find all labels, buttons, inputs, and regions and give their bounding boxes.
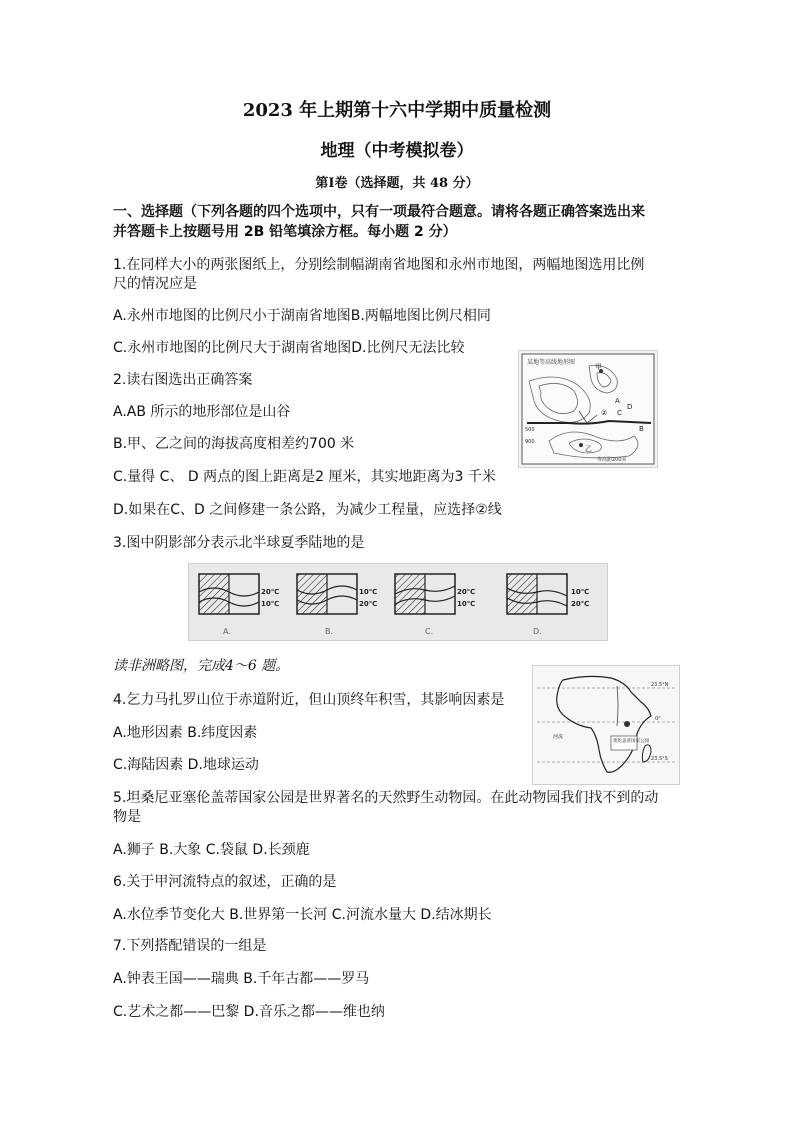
panel-c-top: 20℃ <box>457 588 476 596</box>
panel-a-letter: A. <box>223 627 231 636</box>
exam-title: 2023 年上期第十六中学期中质量检测 <box>242 100 552 121</box>
label-route-2: ② <box>601 409 608 417</box>
africa-map-svg <box>533 666 679 784</box>
q4-stem: 4.乞力马扎罗山位于赤道附近，但山顶终年积雪，其影响因素是 <box>113 692 505 708</box>
panel-d <box>507 574 589 636</box>
panel-b-bottom: 20℃ <box>359 600 378 608</box>
label-contour-interval: 等高距200米 <box>597 457 627 463</box>
label-c: C <box>617 409 622 417</box>
label-jia: 甲 <box>595 363 602 371</box>
label-500: 500 <box>525 427 535 433</box>
panel-a-top: 20℃ <box>261 588 280 596</box>
panel-a-bottom: 10℃ <box>261 600 280 608</box>
panel-d-bottom: 20℃ <box>571 600 590 608</box>
park-label: 塞伦盖蒂国家公园 <box>613 739 649 744</box>
section-instruction-line2: 并答题卡上按题号用 2B 铅笔填涂方框。每小题 2 分） <box>113 224 457 240</box>
panel-c <box>395 574 475 636</box>
label-d: D <box>627 403 633 411</box>
q5-stem-line2: 物是 <box>113 809 141 825</box>
tropic-south-label: 23.5°S <box>651 756 668 762</box>
contour-map-svg <box>519 351 657 467</box>
panel-b-top: 10℃ <box>359 588 378 596</box>
contour-map-title: 某地等高线地形图 <box>527 359 576 366</box>
q2-stem: 2.读右图选出正确答案 <box>113 372 253 388</box>
panel-a <box>199 574 279 636</box>
panel-b-letter: B. <box>325 627 334 636</box>
q1-stem-line2: 尺的情况应是 <box>113 276 197 292</box>
temperature-panels-svg <box>189 564 607 640</box>
q7-stem: 7.下列搭配错误的一组是 <box>113 938 267 954</box>
panel-d-letter: D. <box>533 627 542 636</box>
q7-options-ab: A.钟表王国——瑞典 B.千年古都——罗马 <box>113 971 370 987</box>
q2-option-b: B.甲、乙之间的海拔高度相差约700 米 <box>113 436 355 452</box>
label-900: 900 <box>525 439 535 445</box>
contour-map-figure <box>518 350 658 468</box>
panel-c-bottom: 10℃ <box>457 600 476 608</box>
panel-b <box>297 574 377 636</box>
temperature-panels-figure <box>188 563 608 641</box>
label-yi: 乙 <box>585 445 592 453</box>
q3-stem: 3.图中阴影部分表示北半球夏季陆地的是 <box>113 535 365 551</box>
equator-label: 0° <box>655 716 661 722</box>
q6-options: A.水位季节变化大 B.世界第一长河 C.河流水量大 D.结冰期长 <box>113 907 492 923</box>
q2-option-c: C.量得 C、 D 两点的图上距离是2 厘米，其实地距离为3 千米 <box>113 469 496 485</box>
q4-options-ab: A.地形因素 B.纬度因素 <box>113 725 258 741</box>
q1-stem-line1: 1.在同样大小的两张图纸上，分别绘制幅湖南省地图和永州市地图，两幅地图选用比例 <box>113 257 645 273</box>
part-heading: 第Ⅰ卷（选择题，共 48 分） <box>315 176 479 191</box>
exam-subtitle: 地理（中考模拟卷） <box>320 141 474 161</box>
label-a: A <box>615 397 620 405</box>
group-intro: 读非洲略图，完成4～6 题。 <box>113 658 290 674</box>
panel-d-top: 10℃ <box>571 588 590 596</box>
q5-options: A.狮子 B.大象 C.袋鼠 D.长颈鹿 <box>113 842 310 858</box>
q7-options-cd: C.艺术之都——巴黎 D.音乐之都——维也纳 <box>113 1004 385 1020</box>
label-b: B <box>639 425 644 433</box>
africa-map-figure <box>532 665 680 785</box>
q6-stem: 6.关于甲河流特点的叙述，正确的是 <box>113 874 337 890</box>
section-instruction-line1: 一、选择题（下列各题的四个选项中，只有一项最符合题意。请将各题正确答案选出来 <box>113 204 645 220</box>
q1-options-cd: C.永州市地图的比例尺大于湖南省地图D.比例尺无法比较 <box>113 340 465 356</box>
river-label: 河流 <box>553 734 564 740</box>
q2-option-a: A.AB 所示的地形部位是山谷 <box>113 404 291 420</box>
tropic-north-label: 23.5°N <box>651 682 669 688</box>
panel-c-letter: C. <box>425 627 434 636</box>
q4-options-cd: C.海陆因素 D.地球运动 <box>113 757 259 773</box>
q1-options-ab: A.永州市地图的比例尺小于湖南省地图B.两幅地图比例尺相同 <box>113 308 491 324</box>
q5-stem-line1: 5.坦桑尼亚塞伦盖蒂国家公园是世界著名的天然野生动物园。在此动物园我们找不到的动 <box>113 790 659 806</box>
q2-option-d: D.如果在C、D 之间修建一条公路，为减少工程量，应选择②线 <box>113 502 502 518</box>
